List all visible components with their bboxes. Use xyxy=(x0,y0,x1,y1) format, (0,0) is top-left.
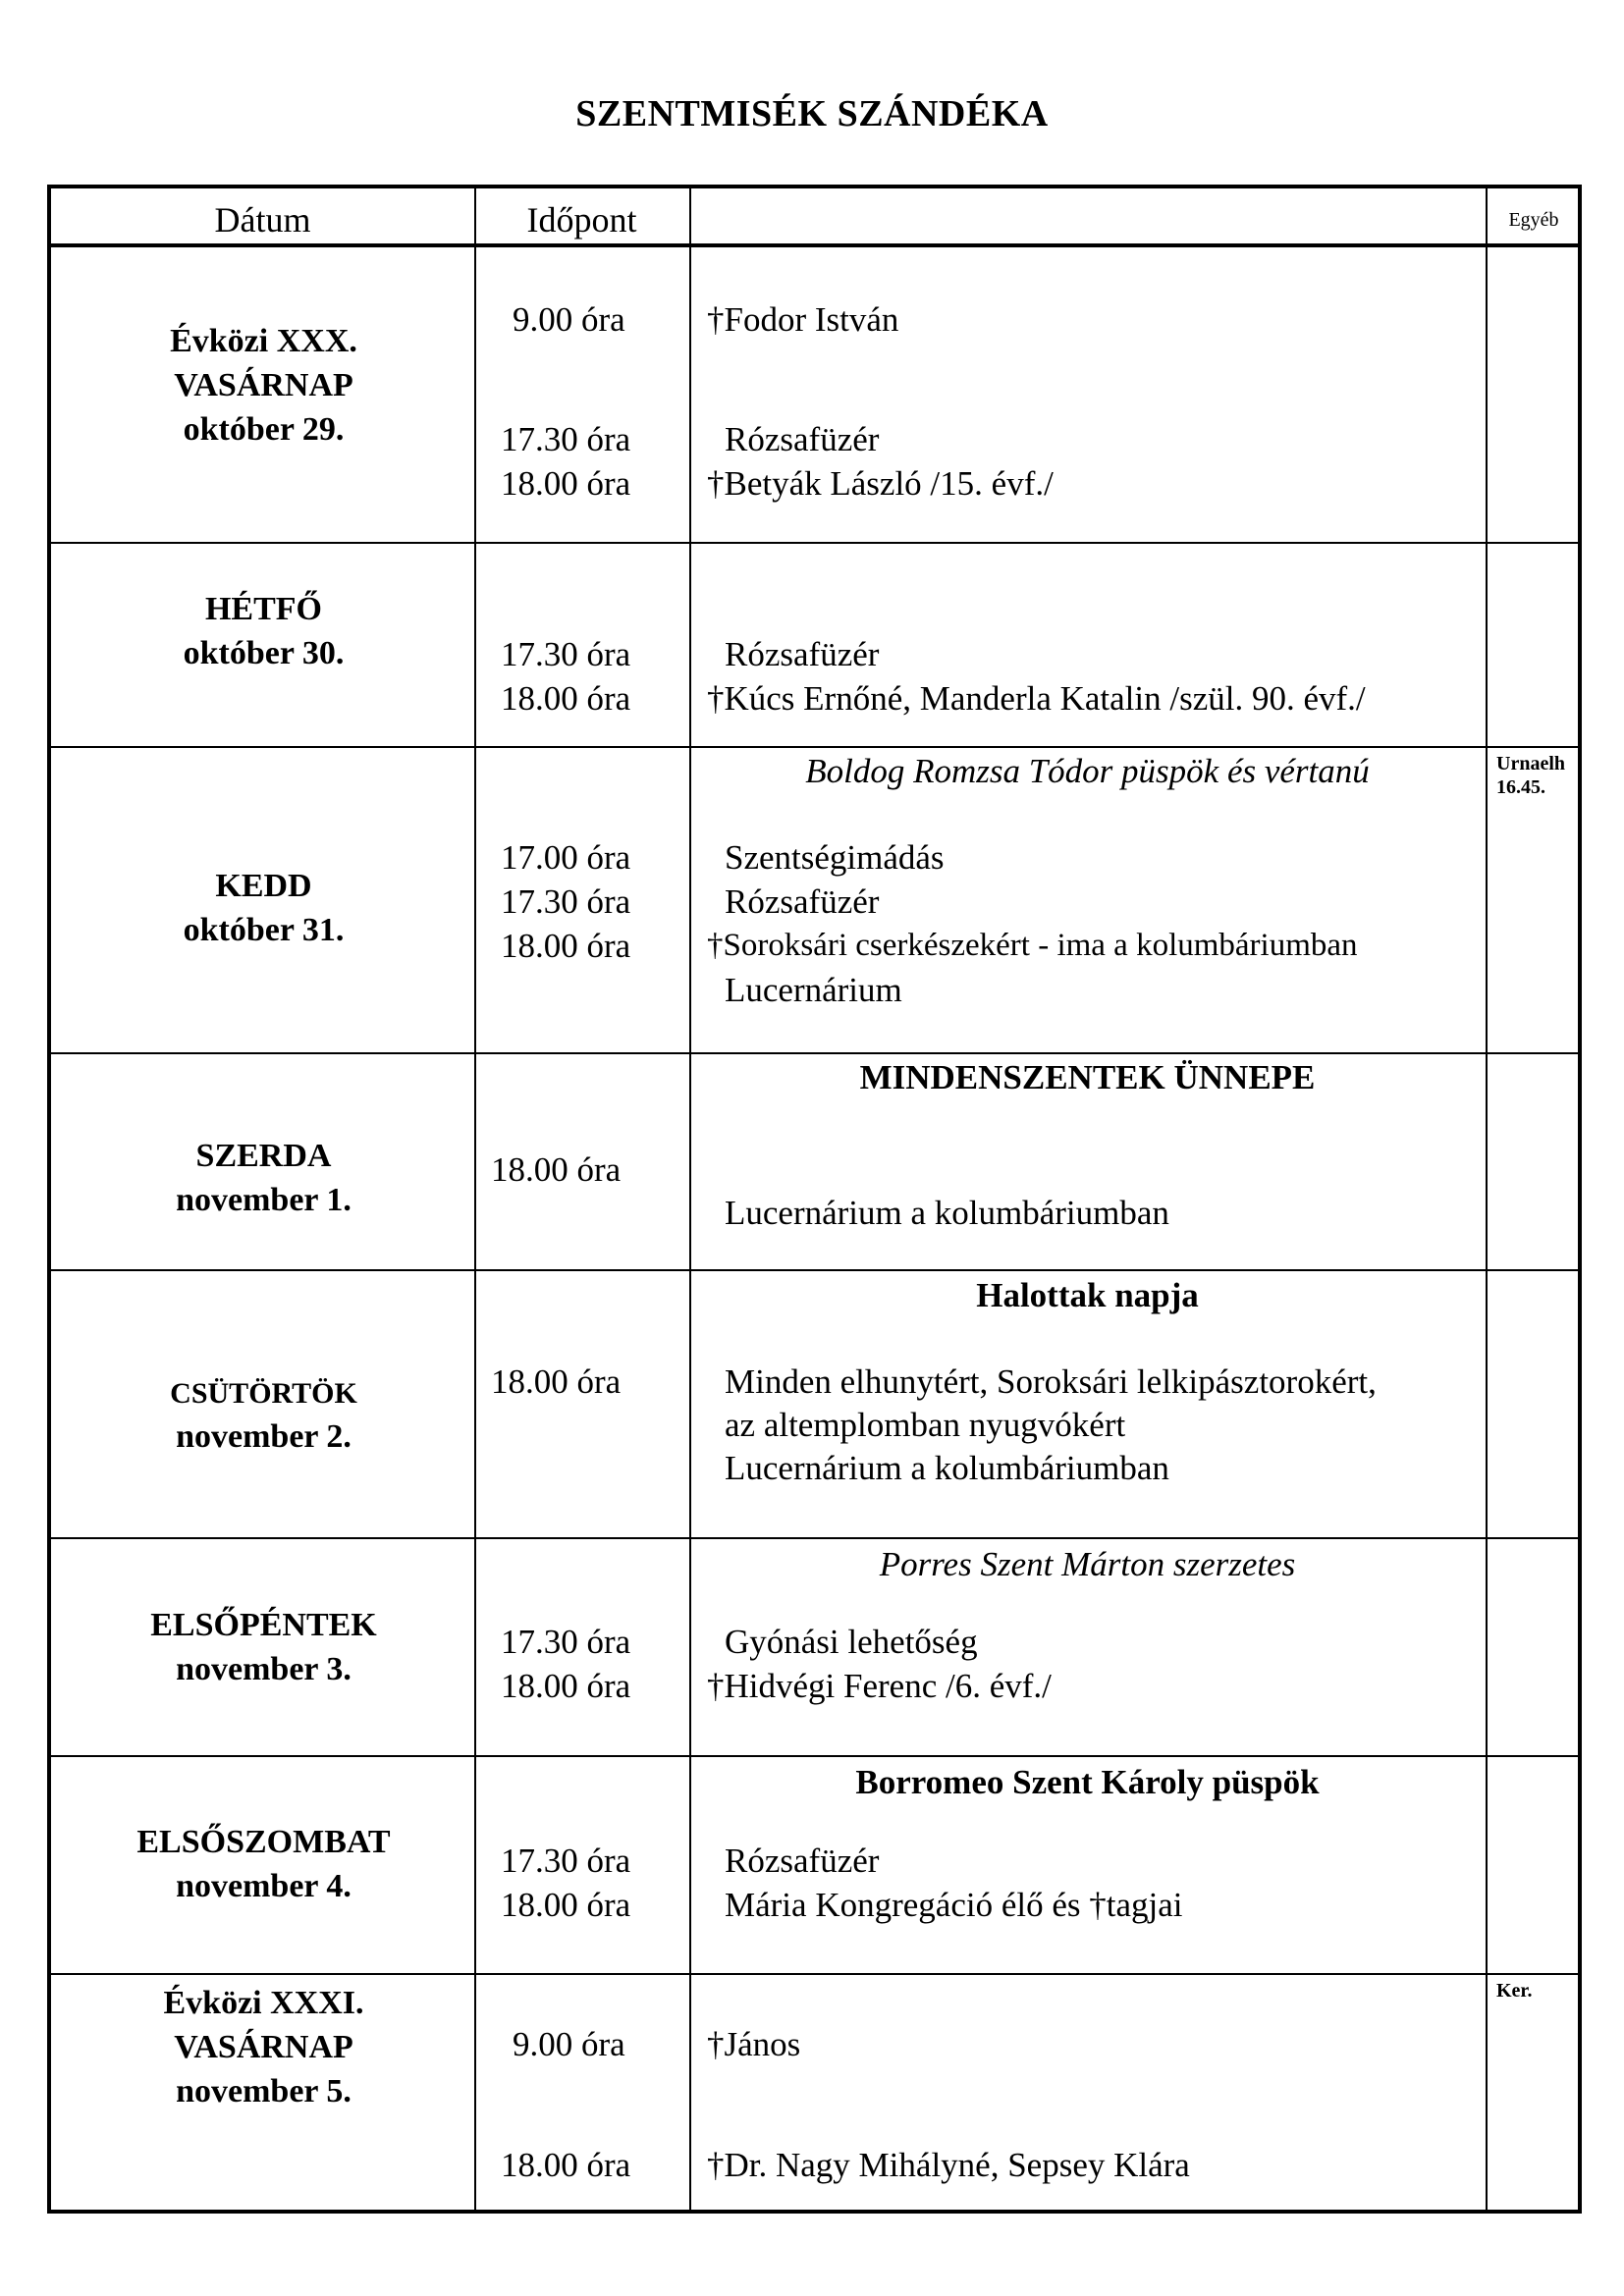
day-line: november 4. xyxy=(176,1868,352,1904)
intention-text: Gyónási lehetőség xyxy=(725,1623,978,1661)
day-line: október 29. xyxy=(183,411,345,448)
header-other: Egyéb xyxy=(1508,209,1559,231)
row-divider xyxy=(51,1973,1578,1975)
mass-time: 18.00 óra xyxy=(501,464,631,503)
intention-text: †Hidvégi Ferenc /6. évf./ xyxy=(707,1667,1052,1705)
mass-time: 17.30 óra xyxy=(501,420,631,458)
day-line: november 3. xyxy=(176,1651,352,1687)
other-note: Urnaelh xyxy=(1496,753,1565,774)
row-divider xyxy=(51,1052,1578,1054)
mass-time: 18.00 óra xyxy=(501,2146,631,2184)
page-title: SZENTMISÉK SZÁNDÉKA xyxy=(575,93,1049,134)
intention-text: Rózsafüzér xyxy=(725,1842,880,1880)
intention-text: Rózsafüzér xyxy=(725,882,880,921)
column-divider xyxy=(1486,188,1488,2210)
day-line: KEDD xyxy=(215,868,312,904)
row-divider xyxy=(51,746,1578,748)
intention-text: az altemplomban nyugvókért xyxy=(725,1406,1126,1444)
other-note: Ker. xyxy=(1496,1980,1533,2002)
other-note: 16.45. xyxy=(1496,776,1545,798)
intention-text: Minden elhunytért, Soroksári lelkipásztorokért, xyxy=(725,1362,1377,1401)
day-line: ELSŐSZOMBAT xyxy=(136,1824,391,1860)
header-divider xyxy=(51,243,1578,247)
intention-text: †Betyák László /15. évf./ xyxy=(707,464,1054,503)
day-line: november 5. xyxy=(176,2073,352,2109)
mass-intentions-table xyxy=(47,185,1582,2214)
intention-text: Lucernárium a kolumbáriumban xyxy=(725,1194,1169,1232)
mass-time: 9.00 óra xyxy=(513,300,625,339)
intention-text: Rózsafüzér xyxy=(725,635,880,673)
header-time: Időpont xyxy=(526,200,637,240)
feast-heading: Borromeo Szent Károly püspök xyxy=(855,1763,1320,1801)
row-divider xyxy=(51,542,1578,544)
intention-text: Rózsafüzér xyxy=(725,420,880,458)
intention-text: †János xyxy=(707,2025,801,2063)
row-divider xyxy=(51,1269,1578,1271)
mass-time: 17.30 óra xyxy=(501,1842,631,1880)
day-line: SZERDA xyxy=(195,1138,332,1174)
day-line: HÉTFŐ xyxy=(204,591,323,627)
intention-text: Lucernárium xyxy=(725,971,902,1009)
mass-time: 17.00 óra xyxy=(501,838,631,877)
mass-time: 18.00 óra xyxy=(501,1667,631,1705)
day-line: CSÜTÖRTÖK xyxy=(170,1377,357,1410)
mass-time: 18.00 óra xyxy=(501,679,631,718)
feast-heading: Porres Szent Márton szerzetes xyxy=(879,1545,1296,1583)
day-line: Évközi XXXI. xyxy=(163,1985,364,2021)
feast-heading: Boldog Romzsa Tódor püspök és vértanú xyxy=(805,752,1370,790)
header-date: Dátum xyxy=(214,200,311,240)
column-divider xyxy=(689,188,691,2210)
day-line: VASÁRNAP xyxy=(174,367,353,403)
intention-text: †Kúcs Ernőné, Manderla Katalin /szül. 90. évf./ xyxy=(707,679,1366,718)
mass-time: 18.00 óra xyxy=(501,1886,631,1924)
mass-time: 18.00 óra xyxy=(501,927,631,965)
feast-heading: Halottak napja xyxy=(976,1276,1199,1314)
intention-text: Lucernárium a kolumbáriumban xyxy=(725,1449,1169,1487)
day-line: október 30. xyxy=(183,635,345,671)
mass-time: 17.30 óra xyxy=(501,635,631,673)
intention-text: †Dr. Nagy Mihályné, Sepsey Klára xyxy=(707,2146,1190,2184)
day-line: VASÁRNAP xyxy=(174,2029,353,2065)
row-divider xyxy=(51,1755,1578,1757)
day-line: Évközi XXX. xyxy=(170,323,357,359)
mass-time: 9.00 óra xyxy=(513,2025,625,2063)
day-line: ELSŐPÉNTEK xyxy=(150,1607,377,1643)
intention-text: †Soroksári cserkészekért - ima a kolumbáriumban xyxy=(707,928,1358,963)
intention-text: Szentségimádás xyxy=(725,838,945,877)
intention-text: Mária Kongregáció élő és †tagjai xyxy=(725,1886,1183,1924)
mass-time: 18.00 óra xyxy=(491,1150,622,1189)
mass-time: 17.30 óra xyxy=(501,1623,631,1661)
day-line: november 2. xyxy=(176,1418,352,1455)
intention-text: †Fodor István xyxy=(707,300,899,339)
mass-time: 18.00 óra xyxy=(491,1362,622,1401)
day-line: november 1. xyxy=(176,1182,352,1218)
day-line: október 31. xyxy=(183,912,345,948)
mass-time: 17.30 óra xyxy=(501,882,631,921)
feast-heading: MINDENSZENTEK ÜNNEPE xyxy=(859,1058,1316,1096)
row-divider xyxy=(51,1537,1578,1539)
